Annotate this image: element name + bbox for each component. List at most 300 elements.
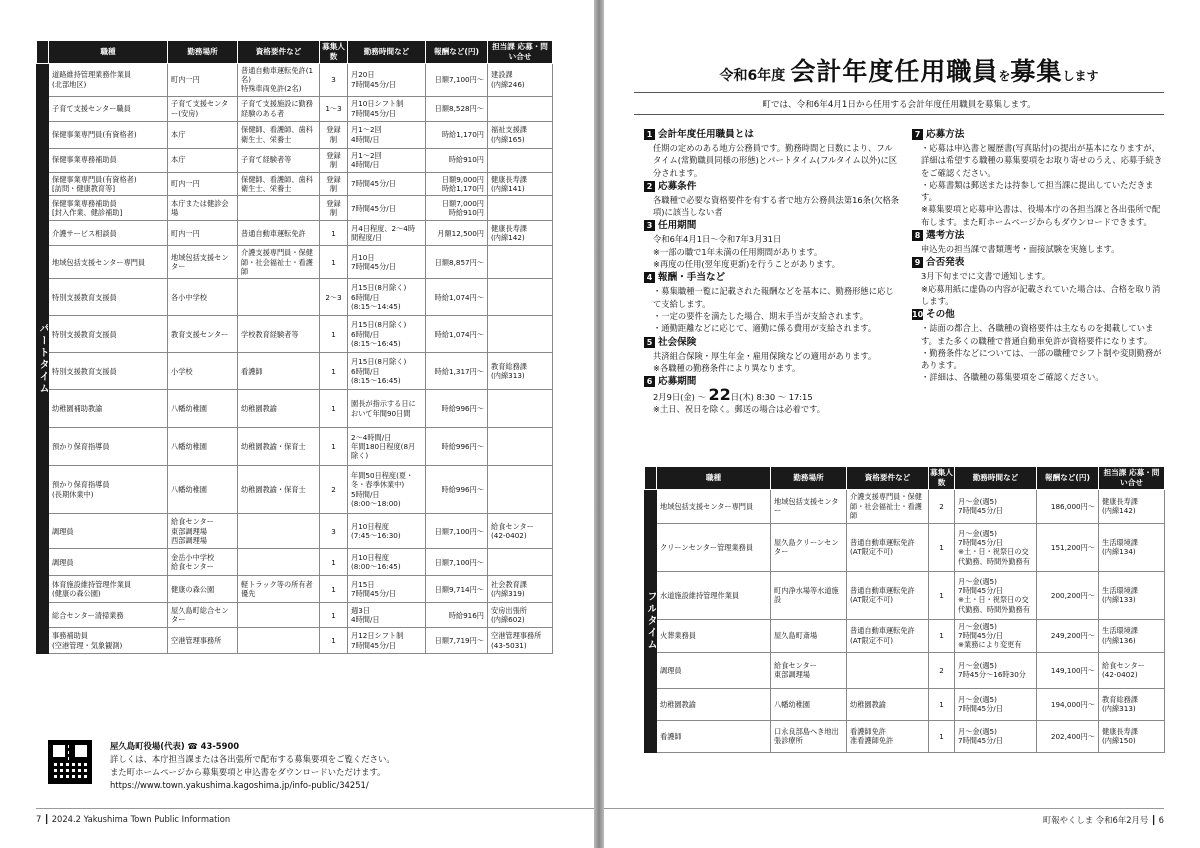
table-row: [37, 246, 553, 279]
section-text: ※土日、祝日を除く。郵送の場合は必着です。: [653, 404, 826, 415]
divider: [634, 92, 1164, 93]
headcount: 1: [320, 390, 348, 428]
table-row: [37, 390, 553, 428]
section-heading: [644, 219, 900, 233]
work-place: 子育て支援センター(安房): [168, 96, 238, 121]
headcount: 1: [320, 353, 348, 390]
section-text: ・詳細は、各職種の募集要項をご確認ください。: [921, 372, 1104, 383]
column-header: 報酬など(円): [426, 41, 488, 64]
section-number-icon: 5: [644, 337, 655, 348]
headcount: 1: [320, 428, 348, 466]
section-text: ・勤務条件などについては、一部の職種でシフト制や変則勤務があります。: [921, 347, 1162, 371]
qualification: [238, 514, 320, 549]
info-section: [644, 336, 900, 375]
job-title: 介護サービス相談員: [49, 221, 168, 246]
section-text: 3月下旬までに文書で通知します。: [921, 271, 1051, 282]
pay: 時給1,074円〜: [426, 316, 488, 353]
info-section: [644, 219, 900, 270]
headcount: 登録制: [320, 196, 348, 221]
footer-note-2: また町ホームページから募集要項と申込書をダウンロードいただけます。: [110, 767, 386, 777]
contact-dept: [488, 428, 553, 466]
pay: 時給1,317円〜: [426, 353, 488, 390]
work-hours: 月1〜2回 4時間/日: [348, 148, 426, 172]
section-text: ・通勤距離などに応じて、適勤に係る費用が支給されます。: [653, 323, 877, 334]
section-heading: [644, 271, 900, 285]
section-text: 共済組合保険・厚生年金・雇用保険などの適用があります。: [653, 350, 877, 361]
pay: 202,400円〜: [1037, 720, 1099, 752]
contact-dept: 社会教育課 (内線319): [488, 576, 553, 603]
work-place: 本庁または健診会場: [168, 196, 238, 221]
contact-dept: 教育総務課 (内線313): [488, 353, 553, 390]
contact-dept: [488, 96, 553, 121]
section-number-icon: 1: [644, 129, 655, 140]
column-header: 資格要件など: [847, 467, 929, 490]
pay: 200,200円〜: [1037, 571, 1099, 619]
headcount: 1: [929, 619, 955, 652]
contact-dept: [488, 196, 553, 221]
intro-text: 町では、令和6年4月1日から任用する会計年度任用職員を募集します。: [634, 98, 1164, 115]
section-number-icon: 3: [644, 220, 655, 231]
section-heading: [644, 375, 900, 389]
work-place: 八幡幼稚園: [168, 466, 238, 514]
job-title: 調理員: [49, 514, 168, 549]
qualification: 普通自動車運転免許(1名) 特殊車両免許(2名): [238, 63, 320, 96]
work-place: 屋久島町斎場: [771, 619, 847, 652]
pay: 日額7,719円〜: [426, 628, 488, 654]
pay: 時給996円〜: [426, 466, 488, 514]
work-hours: 年間50日程度(夏・冬・春季休業中) 5時間/日 (8:00〜18:00): [348, 466, 426, 514]
section-title: 応募期間: [658, 376, 697, 388]
qualification: [238, 628, 320, 654]
qualification: 幼稚園教諭: [238, 390, 320, 428]
column-header: 勤務場所: [168, 41, 238, 64]
qualification: 軽トラック等の所有者優先: [238, 576, 320, 603]
table-row: [645, 652, 1165, 688]
table-row: [645, 571, 1165, 619]
headcount: 1: [320, 576, 348, 603]
work-hours: 月〜金(週5) 7時間45分/日: [955, 720, 1037, 752]
column-header: 資格要件など: [238, 41, 320, 64]
info-column-right: [912, 127, 1168, 384]
table-row: [645, 523, 1165, 571]
spread-gutter: [594, 0, 604, 848]
headcount: 1: [320, 549, 348, 576]
contact-dept: 健康長寿課 (内線141): [488, 172, 553, 196]
section-title: その他: [926, 309, 955, 321]
application-period: [644, 385, 900, 405]
contact-dept: [488, 549, 553, 576]
info-section: [644, 128, 900, 179]
column-header: 勤務場所: [771, 467, 847, 490]
work-place: 地域包括支援センター: [771, 489, 847, 523]
work-place: 本庁: [168, 148, 238, 172]
headcount: 2: [320, 466, 348, 514]
table-header-spacer: [37, 41, 49, 64]
qualification: [238, 279, 320, 316]
section-text: 令和6年4月1日〜令和7年3月31日: [653, 234, 782, 245]
table-row: [645, 489, 1165, 523]
contact-dept: 福祉支援課 (内線165): [488, 121, 553, 148]
work-place: 空港管理事務所: [168, 628, 238, 654]
table-row: [37, 121, 553, 148]
pay: 時給1,170円: [426, 121, 488, 148]
job-title: 特別支援教育支援員: [49, 353, 168, 390]
work-hours: 月〜金(週5) 7時45分〜16時30分: [955, 652, 1037, 688]
work-place: 町内一円: [168, 221, 238, 246]
job-title: 預かり保育指導員: [49, 428, 168, 466]
section-number-icon: 2: [644, 181, 655, 192]
pay: 日額8,528円〜: [426, 96, 488, 121]
work-hours: 月10日 7時間45分/日: [348, 246, 426, 279]
column-header: 職種: [49, 41, 168, 64]
contact-dept: 建設課 (内線246): [488, 63, 553, 96]
job-title: 体育施設維持管理作業員 (健康の森公園): [49, 576, 168, 603]
job-title: 調理員: [49, 549, 168, 576]
period-end-day: 22: [708, 385, 731, 405]
title-particle: を: [998, 69, 1011, 83]
employment-type-label: フルタイム: [645, 489, 657, 752]
job-title: 保健事業専門員(有資格者): [49, 121, 168, 148]
pay: 186,000円〜: [1037, 489, 1099, 523]
section-number-icon: 10: [912, 310, 924, 320]
work-hours: 月10日程度 (8:00〜16:45): [348, 549, 426, 576]
work-hours: 月〜金(週5) 7時間45分/日: [955, 688, 1037, 720]
work-hours: 月4日程度、2〜4時間程度/日: [348, 221, 426, 246]
qualification: 保健師、看護師、歯科衛生士、栄養士: [238, 121, 320, 148]
section-title: 応募方法: [926, 129, 965, 140]
pay: 時給996円〜: [426, 428, 488, 466]
right-page: [604, 0, 1200, 848]
title-recruit: 募集: [1010, 57, 1063, 86]
headcount: 1: [320, 603, 348, 628]
section-heading: [912, 128, 1168, 142]
section-number-icon: 7: [912, 129, 923, 140]
job-title: 特別支援教育支援員: [49, 316, 168, 353]
job-title: 総合センター清掃業務: [49, 603, 168, 628]
section-text: ※応募用紙に虚偽の内容が記載されていた場合は、合格を取り消します。: [921, 283, 1161, 306]
pay: 日額9,000円 時給1,170円: [426, 172, 488, 196]
headcount: 登録制: [320, 172, 348, 196]
job-title: 調理員: [657, 652, 771, 688]
job-title: 特別支援教育支援員: [49, 279, 168, 316]
section-heading: [912, 229, 1168, 243]
section-text: ※募集要項と応募申込書は、役場本庁の各担当課と各出張所で配布します。また町ホームページからもダウンロードできます。: [921, 204, 1161, 227]
headcount: 3: [320, 514, 348, 549]
job-title: 事務補助員 (空港管理・気象観測): [49, 628, 168, 654]
work-hours: 月〜金(週5) 7時間45分/日 ※業務により変更有: [955, 619, 1037, 652]
section-number-icon: 6: [644, 376, 655, 387]
headcount: 1: [320, 316, 348, 353]
info-section: [644, 180, 900, 219]
section-text: ※各職種の勤務条件により異なります。: [653, 362, 801, 373]
work-hours: 月15日(8月除く) 6時間/日 (8:15〜14:45): [348, 279, 426, 316]
table-row: [37, 221, 553, 246]
contact-dept: 給食センター (42-0402): [488, 514, 553, 549]
website-link[interactable]: https://www.town.yakushima.kagoshima.jp/info-public/34251/: [110, 780, 369, 790]
work-hours: 園長が指示する日において年間90日間: [348, 390, 426, 428]
section-title: 会計年度任用職員とは: [658, 129, 754, 140]
table-row: [37, 466, 553, 514]
contact-dept: 健康長寿課 (内線142): [1099, 489, 1165, 523]
section-text: 申込先の担当課で書類選考・面接試験を実施します。: [921, 244, 1120, 255]
headcount: 1〜3: [320, 96, 348, 121]
pay: 194,000円〜: [1037, 688, 1099, 720]
section-title: 選考方法: [926, 230, 965, 242]
qr-code-icon[interactable]: [48, 740, 92, 784]
work-place: 町内一円: [168, 63, 238, 96]
work-hours: 月10日シフト制 7時間45分/日: [348, 96, 426, 121]
table-row: [37, 196, 553, 221]
info-column-left: [644, 127, 900, 416]
divider: [36, 808, 594, 809]
pay: 日額7,100円〜: [426, 514, 488, 549]
pay: 時給996円〜: [426, 390, 488, 428]
title-main: 会計年度任用職員: [790, 57, 999, 86]
qualification: 看護師: [238, 353, 320, 390]
section-number-icon: 4: [644, 272, 655, 283]
work-place: 各小中学校: [168, 279, 238, 316]
headcount: 1: [320, 246, 348, 279]
table-row: [37, 148, 553, 172]
job-title: 保健事業専務補助員: [49, 148, 168, 172]
column-header: 担当課 応募・問い合せ: [1099, 467, 1165, 490]
headcount: 登録制: [320, 148, 348, 172]
work-hours: 月15日(8月除く) 6時間/日 (8:15〜16:45): [348, 316, 426, 353]
section-number-icon: 9: [912, 257, 923, 268]
qualification: 幼稚園教諭: [847, 688, 929, 720]
pay: 日額8,857円〜: [426, 246, 488, 279]
work-place: 八幡幼稚園: [771, 688, 847, 720]
pay: 時給916円: [426, 603, 488, 628]
contact-dept: 給食センター (42-0402): [1099, 652, 1165, 688]
pay: 日額9,714円〜: [426, 576, 488, 603]
table-row: [37, 428, 553, 466]
section-heading: [644, 128, 900, 142]
qualification: [238, 603, 320, 628]
contact-dept: 健康長寿課 (内線150): [1099, 720, 1165, 752]
section-heading: [912, 256, 1168, 270]
table-row: [37, 96, 553, 121]
period-time: 8:30 〜 17:15: [753, 392, 813, 403]
section-title: 報酬・手当など: [658, 272, 726, 284]
qualification: 介護支援専門員・保健師・社会福祉士・看護師: [847, 489, 929, 523]
column-header: 報酬など(円): [1037, 467, 1099, 490]
contact-dept: 健康長寿課 (内線142): [488, 221, 553, 246]
section-title: 応募条件: [658, 180, 697, 192]
contact-dept: 生活環境課 (内線133): [1099, 571, 1165, 619]
footer-note-1: 詳しくは、本庁担当課または各出張所で配布する募集要項をご覧ください。: [110, 754, 395, 764]
pay: 時給910円: [426, 148, 488, 172]
column-header: 募集人数: [320, 41, 348, 64]
pay: 時給1,074円〜: [426, 279, 488, 316]
contact-dept: 生活環境課 (内線134): [1099, 523, 1165, 571]
pay: 151,200円〜: [1037, 523, 1099, 571]
column-header: 勤務時間など: [348, 41, 426, 64]
qualification: [847, 652, 929, 688]
work-place: 教育支援センター: [168, 316, 238, 353]
table-row: [37, 549, 553, 576]
work-place: 金岳小中学校 給食センター: [168, 549, 238, 576]
qualification: 普通自動車運転免許: [238, 221, 320, 246]
qualification: 看護師免許 准看護師免許: [847, 720, 929, 752]
headcount: 2: [929, 489, 955, 523]
contact-dept: [488, 466, 553, 514]
office-label: 屋久島町役場(代表): [110, 741, 185, 751]
section-text: ※再度の任用(翌年度更新)を行うことがあります。: [653, 259, 840, 270]
contact-dept: [488, 316, 553, 353]
table-header-spacer: [645, 467, 657, 490]
headcount: 登録制: [320, 121, 348, 148]
period-sep: 〜: [694, 392, 709, 403]
table-row: [645, 619, 1165, 652]
work-hours: 月1〜2回 4時間/日: [348, 121, 426, 148]
section-text: ※一部の職で1年未満の任用期間があります。: [653, 246, 823, 257]
pay: 日額7,000円 時給910円: [426, 196, 488, 221]
section-number-icon: 8: [912, 230, 923, 241]
work-hours: 7時間45分/日: [348, 196, 426, 221]
table-row: [645, 720, 1165, 752]
part-time-job-table: [36, 40, 553, 654]
work-place: 八幡幼稚園: [168, 390, 238, 428]
table-row: [37, 628, 553, 654]
work-place: 給食センター 東部調理場: [771, 652, 847, 688]
contact-dept: [488, 390, 553, 428]
job-title: 地域包括支援センター専門員: [49, 246, 168, 279]
column-header: 担当課 応募・問い合せ: [488, 41, 553, 64]
section-title: 合否発表: [926, 257, 965, 269]
info-section: [912, 229, 1168, 255]
section-text: 任期の定めのある地方公務員です。勤務時間と日数により、フルタイム(常勤職員同様の形態)とパートタイム(フルタイム以外)に区分されます。: [653, 143, 898, 178]
work-hours: 2〜4時間/日 年間180日程度(8月除く): [348, 428, 426, 466]
work-hours: 月20日 7時間45分/日: [348, 63, 426, 96]
info-section: [912, 128, 1168, 228]
headcount: 1: [929, 720, 955, 752]
qualification: 介護支援専門員・保健師・社会福祉士・看護師: [238, 246, 320, 279]
qualification: 幼稚園教諭・保育士: [238, 466, 320, 514]
info-section: [644, 375, 900, 416]
job-title: 地域包括支援センター専門員: [657, 489, 771, 523]
title-year: 令和6年度: [719, 68, 786, 84]
contact-dept: 教育総務課 (内線313): [1099, 688, 1165, 720]
contact-dept: [488, 148, 553, 172]
qualification: 普通自動車運転免許 (AT限定不可): [847, 619, 929, 652]
page-folio-right: 町報やくしま 令和6年2月号 ┃ 6: [1042, 815, 1164, 825]
info-section: [644, 271, 900, 334]
table-row: [37, 353, 553, 390]
full-time-job-table: [644, 466, 1165, 753]
table-row: [37, 514, 553, 549]
work-place: 給食センター 東部調理場 西部調理場: [168, 514, 238, 549]
work-place: 口永良部島へき地出張診療所: [771, 720, 847, 752]
work-place: 本庁: [168, 121, 238, 148]
section-text: ・応募書類は郵送または持参して担当課に提出していただきます。: [921, 179, 1154, 203]
section-text: ・募集職種一覧に記載された報酬などを基本に、勤務形態に応じて支給します。: [653, 286, 894, 309]
job-title: 預かり保育指導員 (長期休業中): [49, 466, 168, 514]
table-row: [37, 603, 553, 628]
work-place: 健康の森公園: [168, 576, 238, 603]
qualification: 幼稚園教諭・保育士: [238, 428, 320, 466]
column-header: 募集人数: [929, 467, 955, 490]
job-title: クリーンセンター管理業務員: [657, 523, 771, 571]
left-page: [0, 0, 594, 848]
info-section: [912, 308, 1168, 383]
contact-footer: [48, 740, 568, 792]
period-start: 2月9日(金): [653, 392, 695, 403]
headcount: 1: [929, 571, 955, 619]
employment-type-label: パートタイム: [37, 63, 49, 654]
contact-dept: 生活環境課 (内線136): [1099, 619, 1165, 652]
work-place: 町内浄水場等水道施設: [771, 571, 847, 619]
qualification: [238, 549, 320, 576]
title-suffix: します: [1062, 69, 1099, 83]
work-place: 地域包括支援センター: [168, 246, 238, 279]
period-end-suffix: 日(木): [730, 392, 754, 403]
section-heading: [912, 308, 1168, 322]
pay: 149,100円〜: [1037, 652, 1099, 688]
job-title: 子育て支援センター職員: [49, 96, 168, 121]
pay: 日額7,100円〜: [426, 549, 488, 576]
table-row: [37, 63, 553, 96]
pay: 249,200円〜: [1037, 619, 1099, 652]
qualification: 学校教育経験者等: [238, 316, 320, 353]
work-hours: 月〜金(週5) 7時間45分/日: [955, 489, 1037, 523]
column-header: 勤務時間など: [955, 467, 1037, 490]
job-title: 道路維持管理業務作業員 (北部地区): [49, 63, 168, 96]
contact-dept: 空港管理事務所 (43-5031): [488, 628, 553, 654]
table-row: [37, 316, 553, 353]
headcount: 1: [320, 628, 348, 654]
work-hours: 月〜金(週5) 7時間45分/日 ※土・日・祝祭日の交代勤務、時間外勤務有: [955, 523, 1037, 571]
work-place: 町内一円: [168, 172, 238, 196]
section-text: ・一定の要件を満たした場合、期末手当が支給されます。: [653, 310, 869, 321]
page-folio-left: 7 ┃ 2024.2 Yakushima Town Public Information: [36, 814, 231, 824]
divider: [604, 808, 1164, 809]
contact-dept: [488, 246, 553, 279]
headcount: 1: [929, 523, 955, 571]
work-hours: 7時間45分/日: [348, 172, 426, 196]
section-title: 社会保険: [658, 336, 697, 348]
column-header: 職種: [657, 467, 771, 490]
qualification: 普通自動車運転免許 (AT限定不可): [847, 523, 929, 571]
work-place: 屋久島町総合センター: [168, 603, 238, 628]
work-hours: 月15日(8月除く) 6時間/日 (8:15〜16:45): [348, 353, 426, 390]
job-title: 火葬業務員: [657, 619, 771, 652]
table-row: [37, 279, 553, 316]
work-hours: 週3日 4時間/日: [348, 603, 426, 628]
work-hours: 月12日シフト制 7時間45分/日: [348, 628, 426, 654]
job-title: 保健事業専門員(有資格者) [訪問・健康教育等]: [49, 172, 168, 196]
work-hours: 月15日 7時間45分/日: [348, 576, 426, 603]
section-title: 任用期間: [658, 220, 697, 232]
job-title: 幼稚園教諭: [657, 688, 771, 720]
headcount: 1: [929, 688, 955, 720]
job-title: 保健事業専務補助員 [封入作業、健診補助]: [49, 196, 168, 221]
contact-dept: 安房出張所 (内線602): [488, 603, 553, 628]
qualification: 子育て支援施設に勤務経験のある者: [238, 96, 320, 121]
work-hours: 月〜金(週5) 7時間45分/日 ※土・日・祝祭日の交代勤務、時間外勤務有: [955, 571, 1037, 619]
headcount: 2〜3: [320, 279, 348, 316]
info-section: [912, 256, 1168, 307]
job-title: 看護師: [657, 720, 771, 752]
contact-dept: [488, 279, 553, 316]
work-hours: 月10日程度 (7:45〜16:30): [348, 514, 426, 549]
section-text: 各職種で必要な資格要件を有する者で地方公務員法第16条(欠格条項)に該当しない者: [653, 194, 900, 218]
job-title: 水道施設維持管理作業員: [657, 571, 771, 619]
section-heading: [644, 336, 900, 350]
pay: 日額7,100円〜: [426, 63, 488, 96]
headcount: 1: [320, 221, 348, 246]
work-place: 屋久島クリーンセンター: [771, 523, 847, 571]
